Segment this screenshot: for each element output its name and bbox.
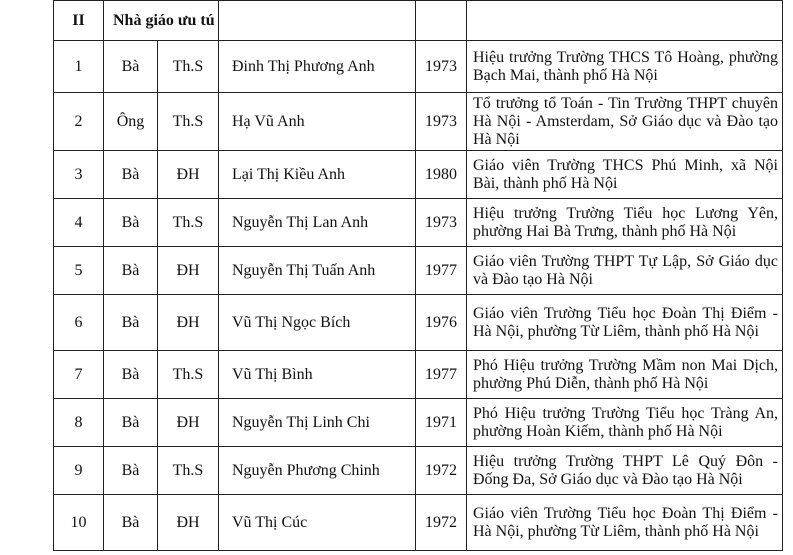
row-name: Nguyễn Thị Lan Anh [219,199,416,247]
row-number: 10 [54,495,104,551]
row-birth-year: 1973 [416,93,467,151]
row-description: Hiệu trưởng Trường THCS Tô Hoàng, phường Bạch Mai, thành phố Hà Nội [467,41,783,93]
row-name: Nguyễn Thị Tuấn Anh [219,247,416,295]
row-degree: ĐH [158,295,219,351]
row-name: Lại Thị Kiều Anh [219,151,416,199]
row-birth-year: 1980 [416,151,467,199]
row-degree: ĐH [158,399,219,447]
row-number: 9 [54,447,104,495]
row-birth-year: 1972 [416,447,467,495]
row-degree: ĐH [158,495,219,551]
row-number: 1 [54,41,104,93]
row-number: 7 [54,351,104,399]
row-description: Giáo viên Trường THCS Phú Minh, xã Nội Bài, thành phố Hà Nội [467,151,783,199]
row-description: Hiệu trưởng Trường THPT Lê Quý Đôn - Đống Đa, Sở Giáo dục và Đào tạo Hà Nội [467,447,783,495]
row-birth-year: 1971 [416,399,467,447]
table-row [54,199,783,247]
row-honorific: Bà [104,41,158,93]
section-number: II [54,1,104,41]
row-name: Hạ Vũ Anh [219,93,416,151]
row-degree: Th.S [158,93,219,151]
row-degree: ĐH [158,151,219,199]
row-honorific: Bà [104,399,158,447]
row-name: Đinh Thị Phương Anh [219,41,416,93]
row-honorific: Bà [104,247,158,295]
row-degree: Th.S [158,447,219,495]
row-number: 3 [54,151,104,199]
row-degree: ĐH [158,247,219,295]
row-description: Giáo viên Trường Tiểu học Đoàn Thị Điểm - Hà Nội, phường Từ Liêm, thành phố Hà Nội [467,295,783,351]
row-name: Nguyễn Thị Linh Chi [219,399,416,447]
row-honorific: Bà [104,295,158,351]
row-description: Phó Hiệu trưởng Trường Mầm non Mai Dịch, phường Phú Diễn, thành phố Hà Nội [467,351,783,399]
row-description: Tổ trưởng tổ Toán - Tin Trường THPT chuyên Hà Nội - Amsterdam, Sở Giáo dục và Đào tạo Hà Nội [467,93,783,151]
row-number: 5 [54,247,104,295]
row-description: Giáo viên Trường Tiểu học Đoàn Thị Điểm - Hà Nội, phường Từ Liêm, thành phố Hà Nội [467,495,783,551]
table-row [54,93,783,151]
row-description: Giáo viên Trường THPT Tự Lập, Sở Giáo dục và Đào tạo Hà Nội [467,247,783,295]
table-row [54,247,783,295]
row-birth-year: 1977 [416,247,467,295]
row-description: Hiệu trưởng Trường Tiểu học Lương Yên, phường Hai Bà Trưng, thành phố Hà Nội [467,199,783,247]
row-degree: Th.S [158,199,219,247]
table-row [54,151,783,199]
row-degree: Th.S [158,351,219,399]
row-birth-year: 1973 [416,41,467,93]
row-name: Vũ Thị Cúc [219,495,416,551]
row-description: Phó Hiệu trưởng Trường Tiểu học Tràng An, phường Hoàn Kiếm, thành phố Hà Nội [467,399,783,447]
table-row [54,41,783,93]
table-row [54,495,783,551]
row-birth-year: 1977 [416,351,467,399]
row-honorific: Ông [104,93,158,151]
row-name: Vũ Thị Bình [219,351,416,399]
row-name: Vũ Thị Ngọc Bích [219,295,416,351]
honoree-table [53,0,783,551]
row-degree: Th.S [158,41,219,93]
table-row [54,295,783,351]
table-row [54,351,783,399]
section-title: Nhà giáo ưu tú [104,1,219,41]
row-honorific: Bà [104,351,158,399]
row-birth-year: 1973 [416,199,467,247]
row-number: 4 [54,199,104,247]
row-honorific: Bà [104,495,158,551]
row-honorific: Bà [104,199,158,247]
row-number: 6 [54,295,104,351]
row-birth-year: 1976 [416,295,467,351]
row-birth-year: 1972 [416,495,467,551]
row-name: Nguyễn Phương Chinh [219,447,416,495]
row-honorific: Bà [104,151,158,199]
section-header-row [54,1,783,41]
row-honorific: Bà [104,447,158,495]
table-row [54,447,783,495]
row-number: 8 [54,399,104,447]
row-number: 2 [54,93,104,151]
table-row [54,399,783,447]
